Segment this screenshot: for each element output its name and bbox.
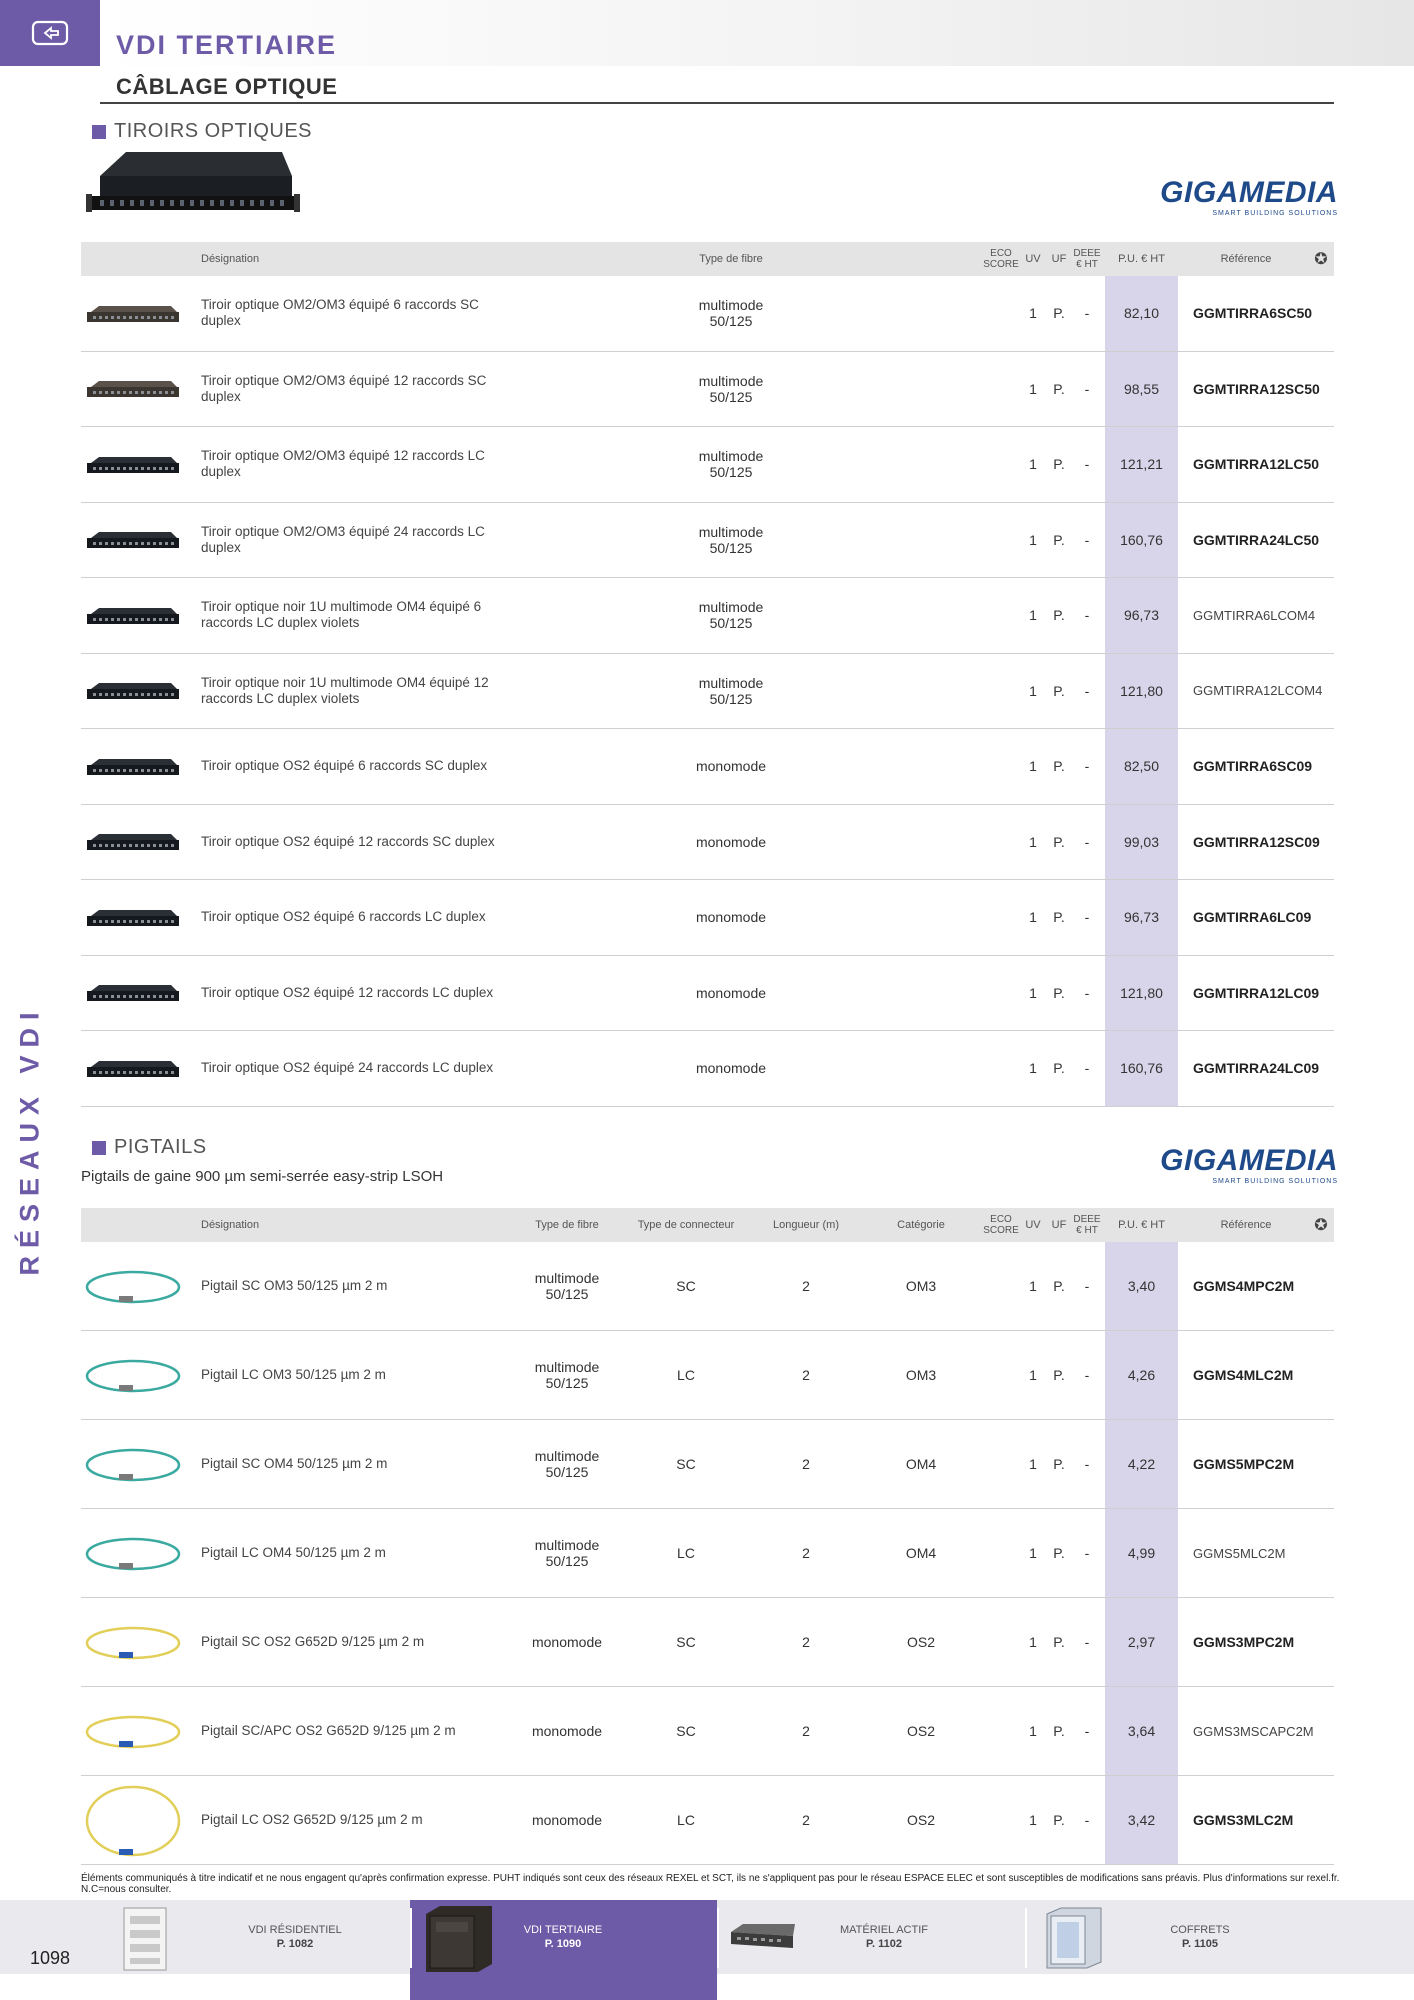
col-deee-line2: € HT bbox=[1076, 259, 1098, 270]
table-row bbox=[81, 1598, 1334, 1687]
row-uf: P. bbox=[1053, 1060, 1065, 1077]
pigtails-table bbox=[81, 1208, 1334, 1865]
row-uv: 1 bbox=[1029, 456, 1037, 473]
settings-gear-icon: ✪ bbox=[1314, 1217, 1328, 1234]
row-designation: Tiroir optique OM2/OM3 équipé 12 raccords SC duplex bbox=[201, 372, 487, 404]
footer-nav-page: P. 1102 bbox=[866, 1938, 902, 1950]
row-fibre: monomode bbox=[695, 1060, 767, 1077]
table-row bbox=[81, 654, 1334, 730]
row-category: OM4 bbox=[905, 1456, 937, 1472]
side-section-label: RÉSEAUX VDI bbox=[14, 1004, 45, 1276]
row-designation: Tiroir optique OS2 équipé 12 raccords LC duplex bbox=[201, 984, 494, 1000]
row-uf: P. bbox=[1053, 1545, 1065, 1561]
row-length: 2 bbox=[802, 1634, 810, 1650]
table-row bbox=[81, 1242, 1334, 1331]
section-heading-text: TIROIRS OPTIQUES bbox=[114, 120, 313, 142]
table-row bbox=[81, 1509, 1334, 1598]
table-body bbox=[81, 1242, 1334, 1865]
row-fibre: multimode 50/125 bbox=[534, 1448, 600, 1480]
row-reference: GGMTIRRA6SC09 bbox=[1193, 758, 1313, 775]
row-fibre: multimode 50/125 bbox=[698, 372, 764, 405]
pigtail-thumbnail bbox=[83, 1535, 183, 1573]
row-price: 160,76 bbox=[1120, 1060, 1163, 1077]
col-eco-line2: SCORE bbox=[983, 259, 1019, 270]
row-uv: 1 bbox=[1029, 909, 1037, 926]
row-designation: Tiroir optique noir 1U multimode OM4 équipé 12 raccords LC duplex violets bbox=[201, 674, 489, 706]
row-connector: SC bbox=[676, 1278, 696, 1294]
row-fibre: monomode bbox=[695, 833, 767, 850]
footer-nav-title: VDI TERTIAIRE bbox=[523, 1924, 603, 1936]
footer-nav-label bbox=[488, 1923, 638, 1951]
row-fibre: monomode bbox=[695, 984, 767, 1001]
pigtail-thumbnail bbox=[83, 1783, 183, 1859]
col-reference: Référence bbox=[1220, 1219, 1272, 1231]
row-deee: - bbox=[1084, 833, 1090, 850]
row-fibre: monomode bbox=[531, 1634, 603, 1650]
row-connector: LC bbox=[677, 1367, 695, 1383]
col-fibre: Type de fibre bbox=[699, 253, 763, 265]
table-row bbox=[81, 805, 1334, 881]
row-price: 121,80 bbox=[1120, 984, 1163, 1001]
brand-logo-gigamedia bbox=[1160, 1146, 1338, 1185]
brand-name: GIGAMEDIA bbox=[1160, 1144, 1338, 1177]
row-price: 99,03 bbox=[1123, 833, 1160, 850]
table-row bbox=[81, 578, 1334, 654]
row-designation: Tiroir optique noir 1U multimode OM4 équipé 6 raccords LC duplex violets bbox=[201, 599, 482, 631]
row-uf: P. bbox=[1053, 1634, 1065, 1650]
row-uf: P. bbox=[1053, 984, 1065, 1001]
col-uf: UF bbox=[1051, 253, 1067, 265]
row-uf: P. bbox=[1053, 607, 1065, 624]
row-price: 121,80 bbox=[1120, 682, 1163, 699]
row-price: 160,76 bbox=[1120, 531, 1163, 548]
row-price: 3,42 bbox=[1127, 1812, 1156, 1828]
col-eco-line1: ECO bbox=[990, 1214, 1012, 1225]
row-deee: - bbox=[1084, 607, 1090, 624]
row-price: 121,21 bbox=[1120, 456, 1163, 473]
col-connector: Type de connecteur bbox=[637, 1219, 735, 1231]
row-uv: 1 bbox=[1029, 833, 1037, 850]
tiroir-product-image bbox=[86, 146, 300, 222]
footer-nav-title: VDI RÉSIDENTIEL bbox=[248, 1924, 342, 1936]
footer-nav-vdi-tertiaire[interactable] bbox=[410, 1900, 717, 1974]
row-fibre: multimode 50/125 bbox=[698, 674, 764, 707]
row-connector: LC bbox=[677, 1545, 695, 1561]
brand-logo-gigamedia bbox=[1160, 178, 1338, 217]
row-uv: 1 bbox=[1029, 758, 1037, 775]
section-icon-box bbox=[0, 0, 100, 66]
tiroir-thumbnail bbox=[85, 832, 181, 852]
col-deee-line1: DEEE bbox=[1073, 248, 1101, 259]
row-price: 4,99 bbox=[1127, 1545, 1156, 1561]
row-deee: - bbox=[1084, 305, 1090, 322]
row-price: 82,50 bbox=[1123, 758, 1160, 775]
col-deee bbox=[1073, 242, 1101, 276]
row-category: OS2 bbox=[906, 1812, 935, 1828]
row-uf: P. bbox=[1053, 1278, 1065, 1294]
row-reference: GGMTIRRA12LCOM4 bbox=[1193, 683, 1323, 699]
row-deee: - bbox=[1084, 1545, 1090, 1561]
row-uv: 1 bbox=[1029, 682, 1037, 699]
footer-nav-title: MATÉRIEL ACTIF bbox=[839, 1924, 928, 1936]
row-deee: - bbox=[1084, 1367, 1090, 1383]
row-uf: P. bbox=[1053, 758, 1065, 775]
footer-nav-title: COFFRETS bbox=[1170, 1924, 1230, 1936]
col-price: P.U. € HT bbox=[1118, 253, 1165, 265]
pigtail-thumbnail bbox=[83, 1268, 183, 1306]
row-uv: 1 bbox=[1029, 1367, 1037, 1383]
table-row bbox=[81, 1420, 1334, 1509]
section-heading-tiroirs bbox=[92, 120, 312, 143]
col-eco-line2: SCORE bbox=[983, 1225, 1019, 1236]
brand-tagline: SMART BUILDING SOLUTIONS bbox=[1212, 1178, 1338, 1185]
row-designation: Tiroir optique OM2/OM3 équipé 24 raccords LC duplex bbox=[201, 523, 485, 555]
row-designation: Tiroir optique OS2 équipé 24 raccords LC duplex bbox=[201, 1060, 494, 1076]
row-uf: P. bbox=[1053, 531, 1065, 548]
row-category: OM3 bbox=[905, 1367, 937, 1383]
row-deee: - bbox=[1084, 984, 1090, 1001]
row-fibre: multimode 50/125 bbox=[534, 1270, 600, 1302]
row-price: 3,64 bbox=[1127, 1723, 1156, 1739]
row-designation: Tiroir optique OS2 équipé 6 raccords LC duplex bbox=[201, 909, 486, 925]
row-uv: 1 bbox=[1029, 1545, 1037, 1561]
row-fibre: multimode 50/125 bbox=[698, 448, 764, 481]
footer-nav-page: P. 1082 bbox=[276, 1938, 314, 1950]
network-switch-icon bbox=[727, 1922, 797, 1952]
section-heading-pigtails bbox=[92, 1136, 207, 1159]
network-plug-icon bbox=[31, 18, 69, 48]
row-designation: Pigtail SC/APC OS2 G652D 9/125 µm 2 m bbox=[201, 1723, 456, 1738]
row-reference: GGMTIRRA12LC50 bbox=[1193, 456, 1320, 473]
row-connector: SC bbox=[676, 1456, 696, 1472]
row-deee: - bbox=[1084, 1060, 1090, 1077]
row-deee: - bbox=[1084, 1456, 1090, 1472]
row-deee: - bbox=[1084, 758, 1090, 775]
table-row bbox=[81, 956, 1334, 1032]
row-deee: - bbox=[1084, 531, 1090, 548]
footer-nav-label bbox=[220, 1923, 370, 1951]
row-price: 4,26 bbox=[1127, 1367, 1156, 1383]
table-row bbox=[81, 880, 1334, 956]
row-length: 2 bbox=[802, 1367, 810, 1383]
row-uv: 1 bbox=[1029, 1456, 1037, 1472]
pigtail-thumbnail bbox=[83, 1624, 183, 1662]
table-row bbox=[81, 276, 1334, 352]
row-uv: 1 bbox=[1029, 531, 1037, 548]
row-reference: GGMTIRRA6SC50 bbox=[1193, 305, 1313, 322]
tiroir-thumbnail bbox=[85, 681, 181, 701]
section-subheading: Pigtails de gaine 900 µm semi-serrée easy-strip LSOH bbox=[81, 1168, 444, 1185]
table-row bbox=[81, 352, 1334, 428]
pigtail-thumbnail bbox=[83, 1713, 183, 1751]
col-designation: Désignation bbox=[201, 253, 260, 265]
row-uf: P. bbox=[1053, 1723, 1065, 1739]
row-reference: GGMS3MPC2M bbox=[1193, 1634, 1295, 1650]
row-uf: P. bbox=[1053, 909, 1065, 926]
row-designation: Pigtail LC OM4 50/125 µm 2 m bbox=[201, 1545, 386, 1560]
row-price: 96,73 bbox=[1123, 607, 1160, 624]
row-designation: Pigtail LC OS2 G652D 9/125 µm 2 m bbox=[201, 1812, 423, 1827]
tiroir-thumbnail bbox=[85, 908, 181, 928]
row-length: 2 bbox=[802, 1545, 810, 1561]
table-row bbox=[81, 1776, 1334, 1865]
header-rule bbox=[100, 102, 1334, 104]
row-designation: Tiroir optique OS2 équipé 6 raccords SC duplex bbox=[201, 758, 488, 774]
row-uf: P. bbox=[1053, 305, 1065, 322]
row-deee: - bbox=[1084, 909, 1090, 926]
row-price: 98,55 bbox=[1123, 380, 1160, 397]
section-heading-text: PIGTAILS bbox=[114, 1136, 207, 1158]
col-uf: UF bbox=[1051, 1219, 1067, 1231]
row-uf: P. bbox=[1053, 1812, 1065, 1828]
row-uv: 1 bbox=[1029, 1723, 1037, 1739]
col-uv: UV bbox=[1025, 1219, 1041, 1231]
row-length: 2 bbox=[802, 1456, 810, 1472]
heading-square-icon bbox=[92, 125, 106, 139]
row-price: 2,97 bbox=[1127, 1634, 1156, 1650]
pigtail-thumbnail bbox=[83, 1446, 183, 1484]
row-designation: Pigtail LC OM3 50/125 µm 2 m bbox=[201, 1367, 386, 1382]
row-uv: 1 bbox=[1029, 1812, 1037, 1828]
footer-nav-page: P. 1090 bbox=[544, 1938, 582, 1950]
row-reference: GGMS3MSCAPC2M bbox=[1193, 1723, 1314, 1739]
tiroir-thumbnail bbox=[85, 304, 181, 324]
row-reference: GGMTIRRA24LC09 bbox=[1193, 1060, 1320, 1077]
col-deee-line1: DEEE bbox=[1073, 1214, 1101, 1225]
row-category: OS2 bbox=[906, 1723, 935, 1739]
table-row bbox=[81, 427, 1334, 503]
col-eco-line1: ECO bbox=[990, 248, 1012, 259]
table-row bbox=[81, 1687, 1334, 1776]
row-fibre: monomode bbox=[531, 1723, 603, 1739]
tiroir-thumbnail bbox=[85, 757, 181, 777]
brand-tagline: SMART BUILDING SOLUTIONS bbox=[1212, 210, 1338, 217]
footer-nav-page: P. 1105 bbox=[1182, 1938, 1218, 1950]
row-uv: 1 bbox=[1029, 1060, 1037, 1077]
row-uv: 1 bbox=[1029, 305, 1037, 322]
col-eco-score bbox=[981, 242, 1021, 276]
tiroir-thumbnail bbox=[85, 530, 181, 550]
table-row bbox=[81, 503, 1334, 579]
row-reference: GGMTIRRA24LC50 bbox=[1193, 531, 1320, 548]
col-deee-line2: € HT bbox=[1076, 1225, 1098, 1236]
row-price: 4,22 bbox=[1127, 1456, 1156, 1472]
tiroir-thumbnail bbox=[85, 983, 181, 1003]
row-uv: 1 bbox=[1029, 984, 1037, 1001]
row-reference: GGMTIRRA12SC50 bbox=[1193, 380, 1320, 397]
col-price: P.U. € HT bbox=[1118, 1219, 1165, 1231]
settings-gear-icon: ✪ bbox=[1314, 251, 1328, 268]
table-header bbox=[81, 1208, 1334, 1242]
electrical-panel-icon bbox=[122, 1906, 168, 1972]
row-uv: 1 bbox=[1029, 1278, 1037, 1294]
row-deee: - bbox=[1084, 1278, 1090, 1294]
row-deee: - bbox=[1084, 456, 1090, 473]
row-designation: Pigtail SC OM3 50/125 µm 2 m bbox=[201, 1278, 388, 1293]
row-deee: - bbox=[1084, 380, 1090, 397]
row-fibre: multimode 50/125 bbox=[698, 599, 764, 632]
row-reference: GGMTIRRA6LC09 bbox=[1193, 909, 1312, 926]
row-uf: P. bbox=[1053, 1456, 1065, 1472]
tiroir-thumbnail bbox=[85, 606, 181, 626]
page-number: 1098 bbox=[30, 1948, 71, 1968]
row-reference: GGMTIRRA12LC09 bbox=[1193, 984, 1320, 1001]
wall-cabinet-icon bbox=[1043, 1906, 1105, 1970]
tiroirs-table bbox=[81, 242, 1334, 1107]
row-length: 2 bbox=[802, 1278, 810, 1294]
col-fibre: Type de fibre bbox=[535, 1219, 599, 1231]
table-row bbox=[81, 1331, 1334, 1420]
row-designation: Tiroir optique OM2/OM3 équipé 12 raccords LC duplex bbox=[201, 448, 485, 480]
row-designation: Tiroir optique OS2 équipé 12 raccords SC duplex bbox=[201, 833, 495, 849]
row-reference: GGMS5MPC2M bbox=[1193, 1456, 1295, 1472]
row-fibre: monomode bbox=[695, 758, 767, 775]
tiroir-thumbnail bbox=[85, 455, 181, 475]
row-uv: 1 bbox=[1029, 380, 1037, 397]
table-row bbox=[81, 729, 1334, 805]
row-reference: GGMS4MLC2M bbox=[1193, 1367, 1294, 1383]
page-subtitle: CÂBLAGE OPTIQUE bbox=[116, 74, 338, 99]
row-deee: - bbox=[1084, 682, 1090, 699]
col-designation: Désignation bbox=[201, 1219, 260, 1231]
footer-nav-coffrets[interactable] bbox=[1025, 1900, 1345, 1974]
row-uf: P. bbox=[1053, 833, 1065, 850]
row-reference: GGMS3MLC2M bbox=[1193, 1812, 1294, 1828]
row-fibre: multimode 50/125 bbox=[698, 297, 764, 330]
col-eco-score bbox=[981, 1208, 1021, 1242]
row-uf: P. bbox=[1053, 456, 1065, 473]
row-fibre: multimode 50/125 bbox=[534, 1359, 600, 1391]
tiroir-thumbnail bbox=[85, 379, 181, 399]
row-deee: - bbox=[1084, 1812, 1090, 1828]
footer-nav-label bbox=[809, 1923, 959, 1951]
row-deee: - bbox=[1084, 1723, 1090, 1739]
row-connector: SC bbox=[676, 1634, 696, 1650]
row-length: 2 bbox=[802, 1812, 810, 1828]
legal-footnote: Éléments communiqués à titre indicatif et ne nous engagent qu'après confirmation expresse. PUHT indiqués sont ceux des réseaux REXEL et SCT, ils ne s'appliquent pas pour le réseau ESPACE ELEC et sont susceptibles de modifications sans préavis. Plus d'informations sur rexel.fr. N.C=nous consulter. bbox=[81, 1873, 1340, 1895]
row-designation: Pigtail SC OM4 50/125 µm 2 m bbox=[201, 1456, 388, 1471]
row-uv: 1 bbox=[1029, 607, 1037, 624]
page-title: VDI TERTIAIRE bbox=[116, 30, 338, 60]
row-length: 2 bbox=[802, 1723, 810, 1739]
row-designation: Tiroir optique OM2/OM3 équipé 6 raccords SC duplex bbox=[201, 297, 479, 329]
table-row bbox=[81, 1031, 1334, 1107]
row-uf: P. bbox=[1053, 682, 1065, 699]
row-fibre: multimode 50/125 bbox=[534, 1537, 600, 1569]
col-deee bbox=[1073, 1208, 1101, 1242]
row-uf: P. bbox=[1053, 1367, 1065, 1383]
row-fibre: monomode bbox=[695, 909, 767, 926]
row-reference: GGMS5MLC2M bbox=[1193, 1545, 1286, 1561]
row-price: 96,73 bbox=[1123, 909, 1160, 926]
tiroir-thumbnail bbox=[85, 1059, 181, 1079]
footer-nav-label bbox=[1125, 1923, 1275, 1951]
row-uf: P. bbox=[1053, 380, 1065, 397]
table-header bbox=[81, 242, 1334, 276]
row-category: OM3 bbox=[905, 1278, 937, 1294]
col-uv: UV bbox=[1025, 253, 1041, 265]
row-price: 82,10 bbox=[1123, 305, 1160, 322]
row-category: OS2 bbox=[906, 1634, 935, 1650]
row-connector: LC bbox=[677, 1812, 695, 1828]
row-category: OM4 bbox=[905, 1545, 937, 1561]
row-connector: SC bbox=[676, 1723, 696, 1739]
col-length: Longueur (m) bbox=[772, 1219, 840, 1231]
row-reference: GGMTIRRA12SC09 bbox=[1193, 833, 1320, 850]
pigtail-thumbnail bbox=[83, 1357, 183, 1395]
row-uv: 1 bbox=[1029, 1634, 1037, 1650]
table-body bbox=[81, 276, 1334, 1107]
row-fibre: multimode 50/125 bbox=[698, 523, 764, 556]
col-category: Catégorie bbox=[897, 1219, 945, 1231]
row-reference: GGMS4MPC2M bbox=[1193, 1278, 1295, 1294]
heading-square-icon bbox=[92, 1141, 106, 1155]
row-price: 3,40 bbox=[1127, 1278, 1156, 1294]
brand-name: GIGAMEDIA bbox=[1160, 176, 1338, 209]
row-fibre: monomode bbox=[531, 1812, 603, 1828]
row-reference: GGMTIRRA6LCOM4 bbox=[1193, 607, 1316, 623]
col-reference: Référence bbox=[1220, 253, 1272, 265]
footer-nav-materiel-actif[interactable] bbox=[717, 1900, 1025, 1974]
row-deee: - bbox=[1084, 1634, 1090, 1650]
footer-nav-vdi-residentiel[interactable] bbox=[100, 1900, 410, 1974]
row-designation: Pigtail SC OS2 G652D 9/125 µm 2 m bbox=[201, 1634, 425, 1649]
network-cabinet-icon bbox=[420, 1904, 496, 1974]
